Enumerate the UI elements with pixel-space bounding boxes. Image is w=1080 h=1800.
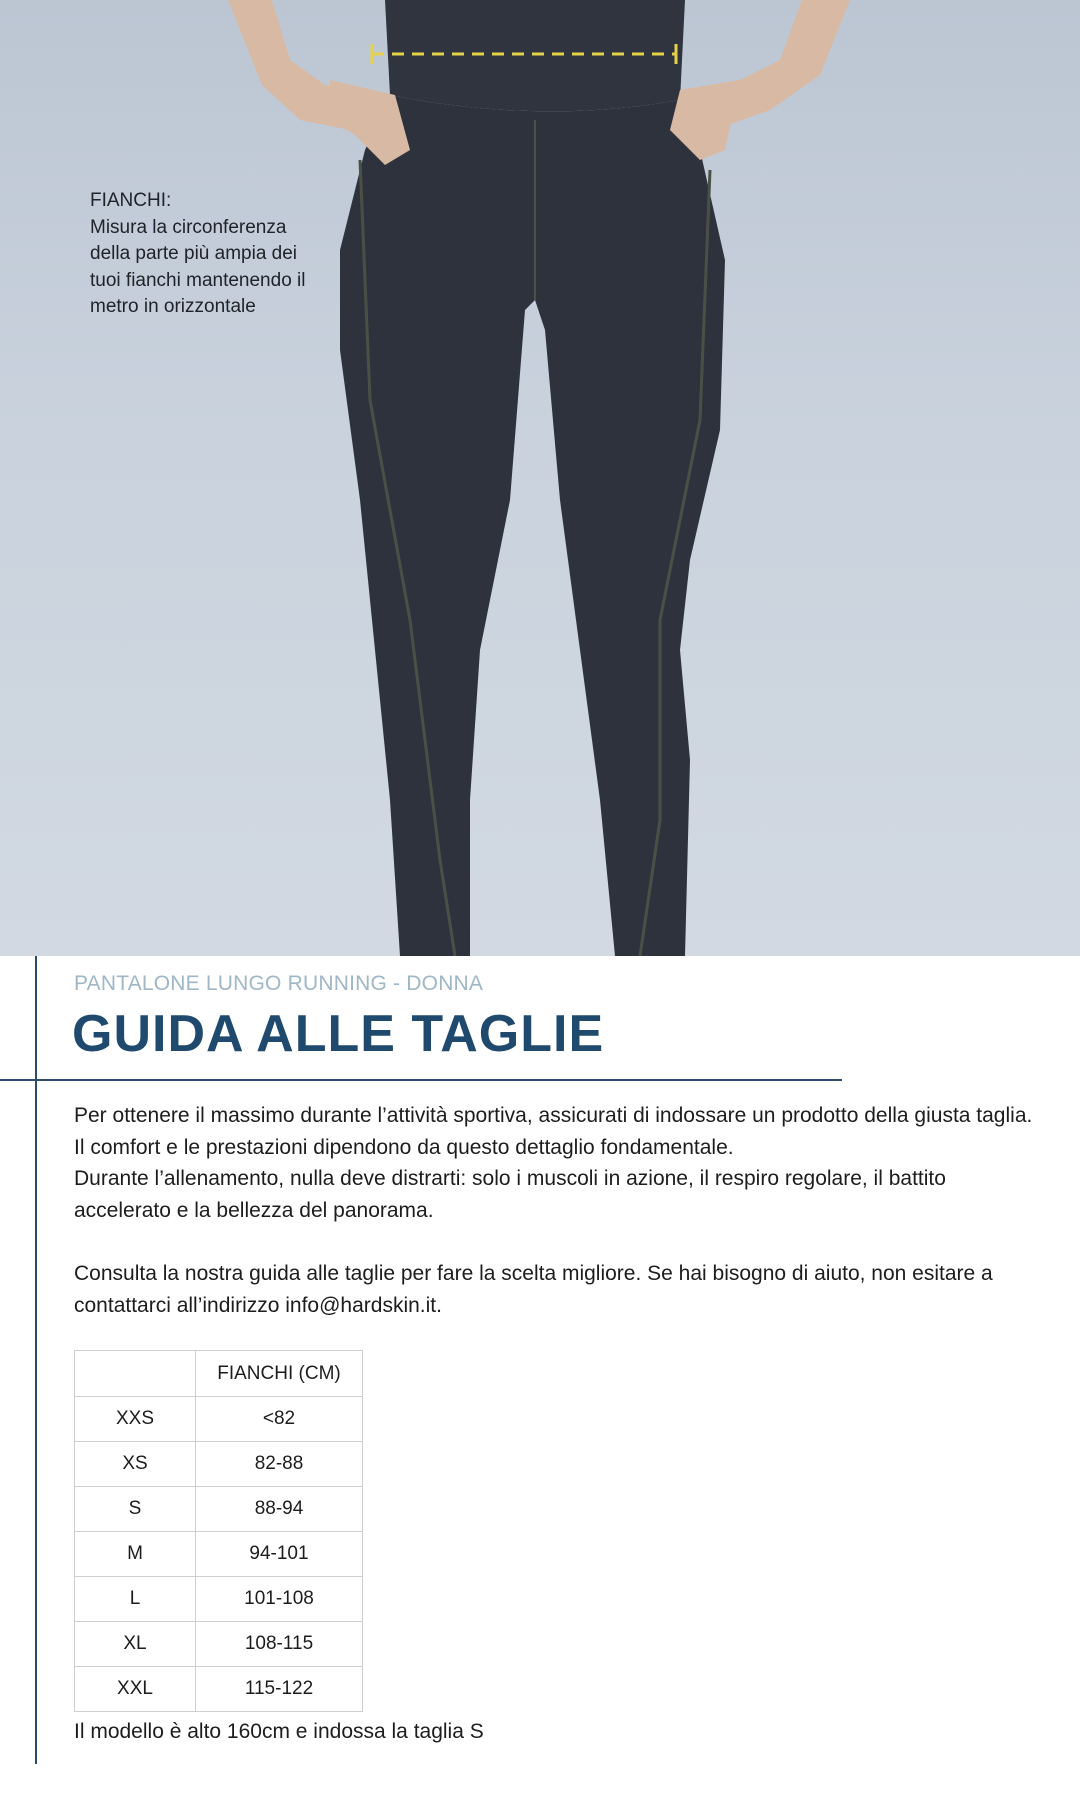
- hips-cell: 82-88: [196, 1442, 363, 1487]
- hips-cell: 88-94: [196, 1487, 363, 1532]
- hips-cell: <82: [196, 1397, 363, 1442]
- hips-cell: 108-115: [196, 1622, 363, 1667]
- table-row: [75, 1577, 363, 1622]
- hips-cell: 101-108: [196, 1577, 363, 1622]
- vertical-rule: [35, 956, 37, 1764]
- horizontal-rule: [0, 1079, 842, 1081]
- intro-paragraph-1: Per ottenere il massimo durante l’attività sportiva, assicurati di indossare un prodotto della giusta taglia. Il comfort e le prestazioni dipendono da questo dettaglio fondamentale.: [74, 1104, 1033, 1159]
- intro-paragraph-2: Durante l’allenamento, nulla deve distrarti: solo i muscoli in azione, il respiro regolare, il battito accelerato e la bellezza del panorama.: [74, 1167, 946, 1222]
- size-cell: XS: [75, 1442, 196, 1487]
- product-subtitle: PANTALONE LUNGO RUNNING - DONNA: [74, 972, 484, 995]
- size-cell: XXL: [75, 1667, 196, 1712]
- size-cell: M: [75, 1532, 196, 1577]
- hip-note-title: FIANCHI:: [90, 190, 172, 211]
- intro-paragraph-3: Consulta la nostra guida alle taglie per fare la scelta migliore. Se hai bisogno di aiuto, non esitare a contattarci all’indirizzo info@hardskin.it.: [74, 1262, 993, 1317]
- table-row: [75, 1622, 363, 1667]
- size-cell: XXS: [75, 1397, 196, 1442]
- table-row: [75, 1532, 363, 1577]
- model-size-note: Il modello è alto 160cm e indossa la taglia S: [74, 1720, 484, 1743]
- size-table-corner: [75, 1351, 196, 1397]
- table-row: [75, 1397, 363, 1442]
- size-cell: S: [75, 1487, 196, 1532]
- leggings: [340, 95, 725, 956]
- size-cell: XL: [75, 1622, 196, 1667]
- size-cell: L: [75, 1577, 196, 1622]
- paragraph-spacer: [74, 1226, 1046, 1258]
- hip-note-body: Misura la circonferenza della parte più ampia dei tuoi fianchi mantenendo il metro in orizzontale: [90, 216, 306, 317]
- size-table: [74, 1350, 363, 1712]
- intro-text: [74, 1100, 1046, 1321]
- hip-measure-note: [90, 188, 330, 321]
- table-row: [75, 1487, 363, 1532]
- page-title: GUIDA ALLE TAGLIE: [72, 1005, 605, 1063]
- size-table-column-header: FIANCHI (CM): [196, 1351, 363, 1397]
- hips-cell: 115-122: [196, 1667, 363, 1712]
- size-table-header-row: [75, 1351, 363, 1397]
- table-row: [75, 1667, 363, 1712]
- hips-cell: 94-101: [196, 1532, 363, 1577]
- leggings-waistband: [385, 0, 685, 111]
- table-row: [75, 1442, 363, 1487]
